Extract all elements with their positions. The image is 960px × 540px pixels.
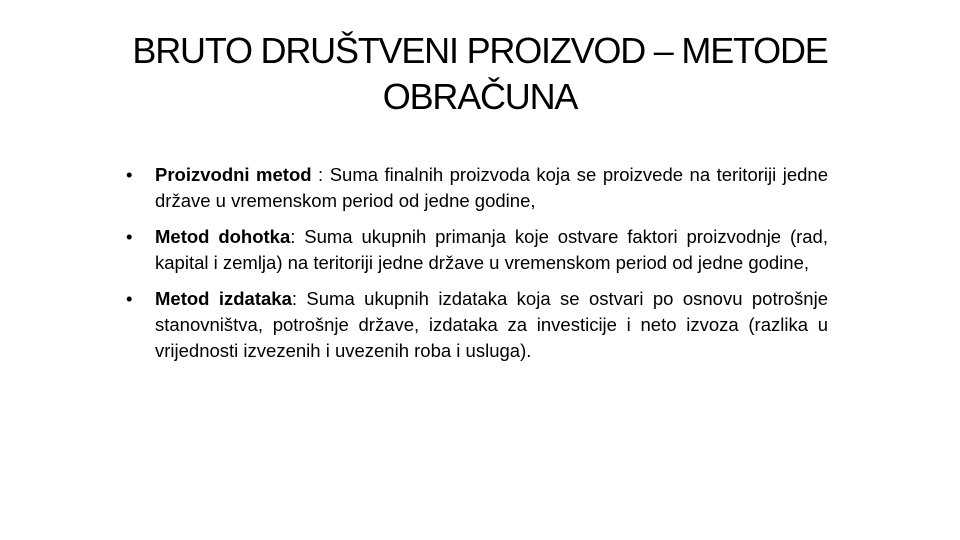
term-label: Metod izdataka xyxy=(155,288,292,309)
list-item-metod-dohotka xyxy=(126,224,828,276)
definition-text: : Suma ukupnih primanja koje ostvare faktori proizvodnje (rad, kapital i zemlja) na teritoriji jedne države u vremenskom period od jedne godine, xyxy=(155,226,828,273)
definition-text: : Suma ukupnih izdataka koja se ostvari po osnovu potrošnje stanovništva, potrošnje države, izdataka za investicije i neto izvoza (razlika u vrijednosti izvezenih i uvezenih roba i usluga). xyxy=(155,288,828,361)
list-item-metod-izdataka xyxy=(126,286,828,364)
definition-text: : Suma finalnih proizvoda koja se proizvede na teritoriji jedne države u vremenskom period od jedne godine, xyxy=(155,164,828,211)
term-label: Proizvodni metod xyxy=(155,164,312,185)
term-label: Metod dohotka xyxy=(155,226,291,247)
bullet-dot-icon: • xyxy=(126,288,133,309)
bullet-list xyxy=(126,162,828,364)
slide-title-line-2: OBRAČUNA xyxy=(382,76,578,117)
slide-title-line-1: BRUTO DRUŠTVENI PROIZVOD – METODE xyxy=(132,30,828,71)
slide-title xyxy=(120,28,840,120)
bullet-dot-icon: • xyxy=(126,226,133,247)
list-item-proizvodni-metod xyxy=(126,162,828,214)
bullet-dot-icon: • xyxy=(126,164,133,185)
